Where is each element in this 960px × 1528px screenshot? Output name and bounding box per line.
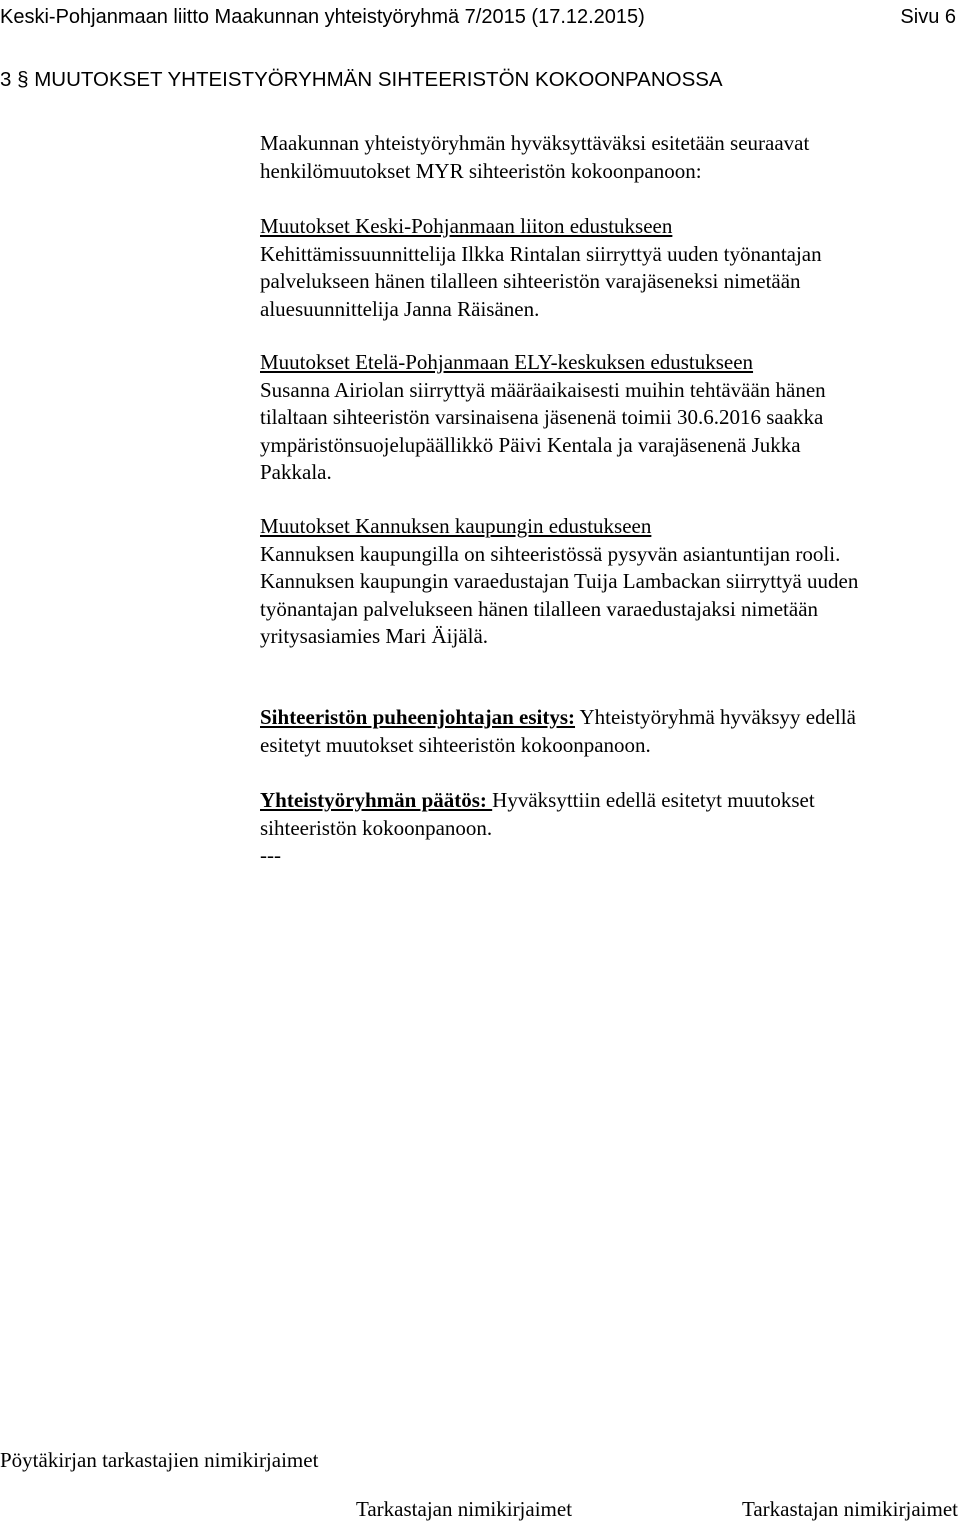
page-number: Sivu 6 xyxy=(900,6,956,28)
intro-line: Maakunnan yhteistyöryhmän hyväksyttäväksi esitetään seuraavat xyxy=(260,131,810,155)
decision-text: sihteeristön kokoonpanoon. xyxy=(260,815,493,840)
change-line: palvelukseen hänen tilalleen sihteeristön varajäseneksi nimetään xyxy=(260,269,801,293)
change-heading: Muutokset Kannuksen kaupungin edustukseen xyxy=(260,514,652,538)
decision-paragraph xyxy=(260,787,950,870)
proposal-text: Yhteistyöryhmä hyväksyy edellä xyxy=(575,705,856,729)
footer-minutes-signatures: Pöytäkirjan tarkastajien nimikirjaimet xyxy=(0,1448,319,1472)
change-block-ely-keskus xyxy=(260,349,950,487)
change-line: aluesuunnittelija Janna Räisänen. xyxy=(260,296,540,321)
proposal-text: esitetyt muutokset sihteeristön kokoonpanoon. xyxy=(260,732,651,757)
change-line: yritysasiamies Mari Äijälä. xyxy=(260,624,489,648)
intro-paragraph xyxy=(260,130,950,185)
change-block-kannus xyxy=(260,513,950,651)
change-line: ympäristönsuojelupäällikkö Päivi Kentala ja varajäsenenä Jukka xyxy=(260,432,801,457)
decision-label: Yhteistyöryhmän päätös: xyxy=(260,788,493,812)
change-line: Susanna Airiolan siirryttyä määräaikaisesti muihin tehtävään hänen xyxy=(260,377,826,402)
proposal-label: Sihteeristön puheenjohtajan esitys: xyxy=(260,705,576,729)
page-header-title: Keski-Pohjanmaan liitto Maakunnan yhteistyöryhmä 7/2015 (17.12.2015) xyxy=(0,6,645,28)
section-number: 3 xyxy=(0,68,12,91)
change-line: Kehittämissuunnittelija Ilkka Rintalan siirryttyä uuden työnantajan xyxy=(260,241,822,266)
change-line: työnantajan palvelukseen hänen tilalleen varaedustajaksi nimetään xyxy=(260,596,819,621)
section-title-text: MUUTOKSET YHTEISTYÖRYHMÄN SIHTEERISTÖN KOKOONPANOSSA xyxy=(34,68,723,91)
change-line: tilaltaan sihteeristön varsinaisena jäsenenä toimii 30.6.2016 saakka xyxy=(260,405,824,429)
decision-text: Hyväksyttiin edellä esitetyt muutokset xyxy=(492,788,815,812)
change-block-keski-pohjanmaa xyxy=(260,213,950,323)
change-heading: Muutokset Keski-Pohjanmaan liiton edustukseen xyxy=(260,214,673,238)
change-heading: Muutokset Etelä-Pohjanmaan ELY-keskuksen edustukseen xyxy=(260,350,754,374)
change-line: Kannuksen kaupungin varaedustajan Tuija Lambackan siirryttyä uuden xyxy=(260,569,859,593)
footer-checker-initials-1: Tarkastajan nimikirjaimet xyxy=(356,1497,573,1521)
section-heading xyxy=(0,66,723,94)
section-symbol: § xyxy=(17,68,29,91)
footer-checker-initials-2: Tarkastajan nimikirjaimet xyxy=(741,1497,958,1521)
change-line: Pakkala. xyxy=(260,460,332,484)
proposal-paragraph xyxy=(260,704,950,759)
intro-line: henkilömuutokset MYR sihteeristön kokoonpanoon: xyxy=(260,158,702,183)
section-end-mark: --- xyxy=(260,843,281,867)
change-line: Kannuksen kaupungilla on sihteeristössä pysyvän asiantuntijan rooli. xyxy=(260,541,841,566)
